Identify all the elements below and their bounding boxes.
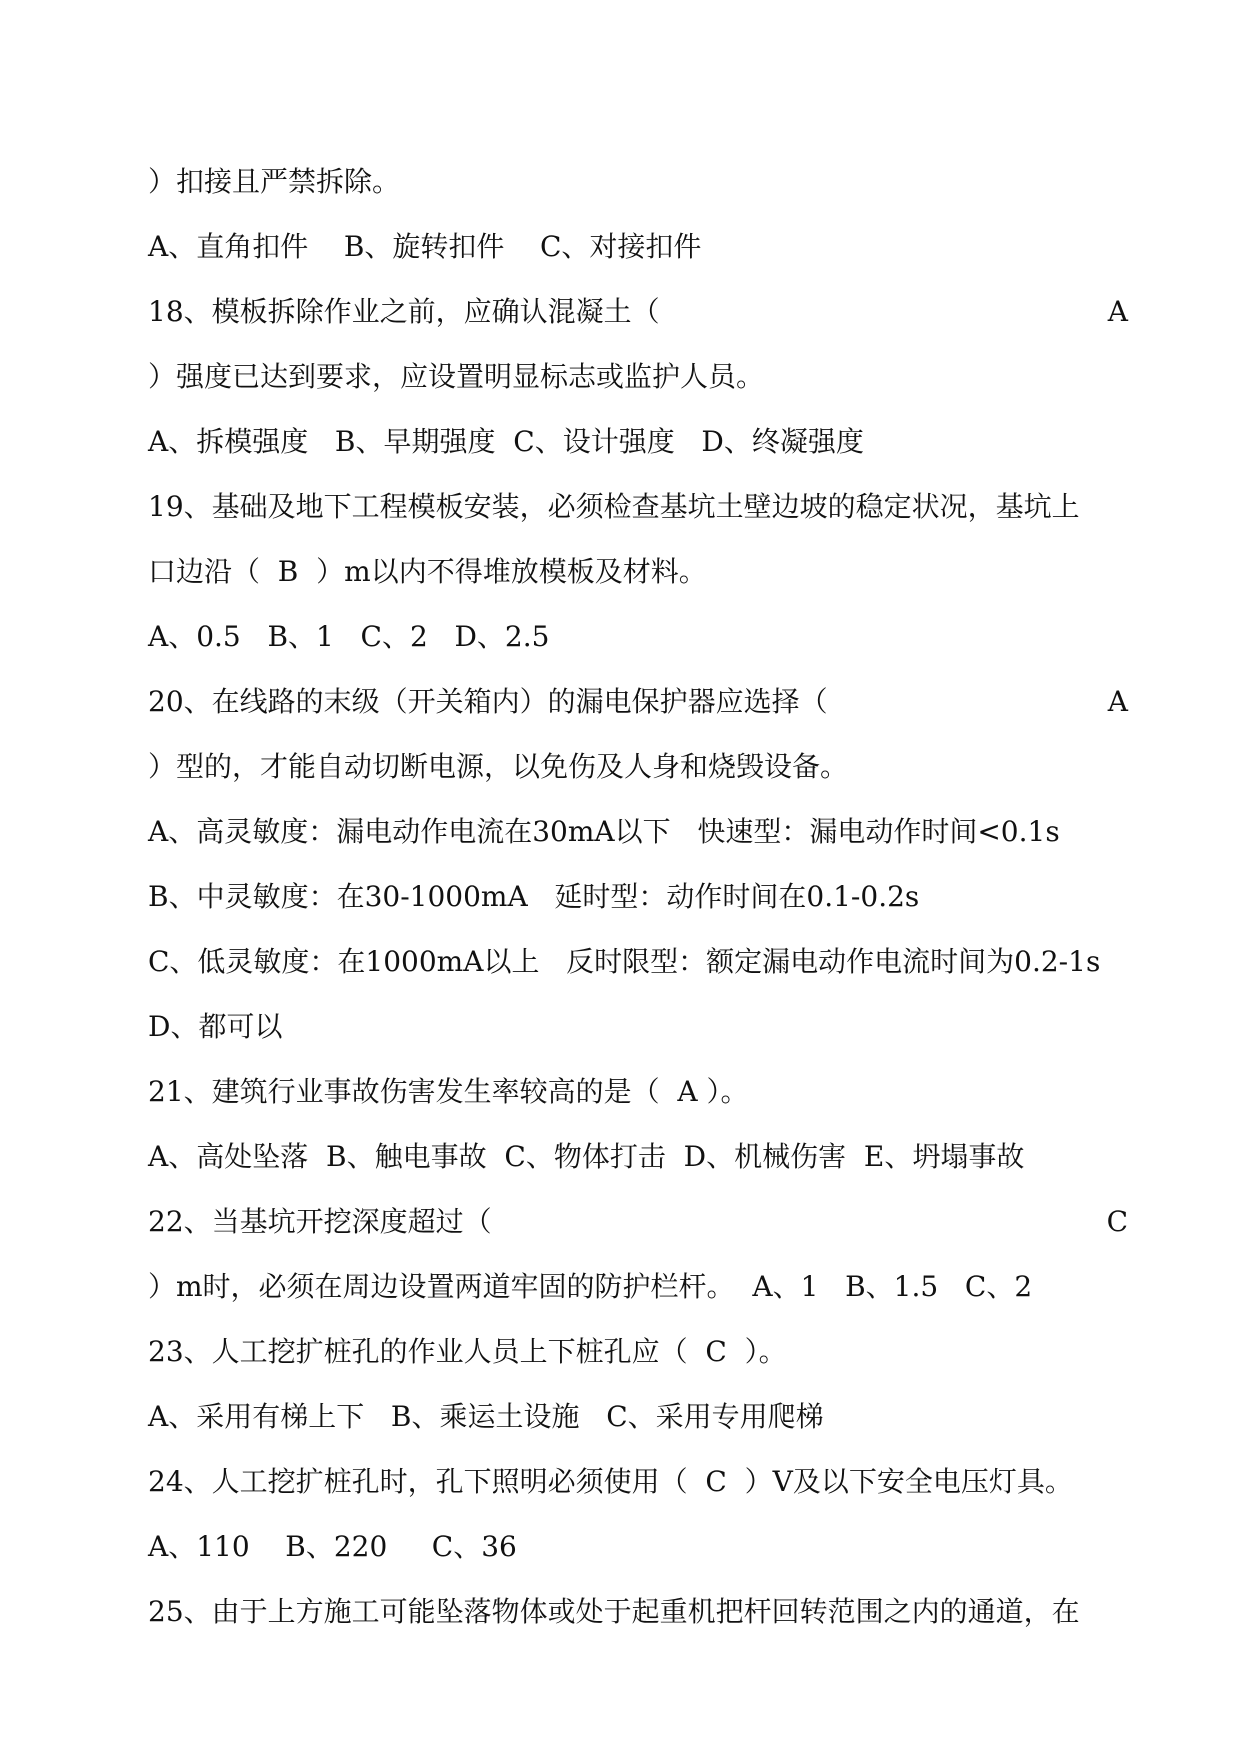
- question-25-line: 25、由于上方施工可能坠落物体或处于起重机把杆回转范围之内的通道，在: [148, 1595, 1080, 1628]
- answer-option-d: D、都可以: [148, 1010, 283, 1043]
- answer-option-b: B、中灵敏度：在30-1000mA 延时型：动作时间在0.1-0.2s: [148, 880, 920, 913]
- answer-options-line: A、直角扣件 B、旋转扣件 C、对接扣件: [148, 230, 702, 263]
- question-text: 22、当基坑开挖深度超过（: [148, 1205, 492, 1238]
- answer-options-line: A、采用有梯上下 B、乘运土设施 C、采用专用爬梯: [148, 1400, 824, 1433]
- answer-options-line: A、高处坠落 B、触电事故 C、物体打击 D、机械伤害 E、坍塌事故: [148, 1140, 1025, 1173]
- question-text: 18、模板拆除作业之前，应确认混凝土（: [148, 295, 660, 328]
- question-22-line: [148, 1200, 1128, 1244]
- question-20-line: [148, 680, 1128, 724]
- answer-option-a: A、高灵敏度：漏电动作电流在30mA以下 快速型：漏电动作时间<0.1s: [148, 815, 1060, 848]
- question-24-line: 24、人工挖扩桩孔时，孔下照明必须使用（ C ）V及以下安全电压灯具。: [148, 1465, 1073, 1498]
- text-line: 口边沿（ B ）m以内不得堆放模板及材料。: [148, 555, 707, 588]
- answer-options-line: A、拆模强度 B、早期强度 C、设计强度 D、终凝强度: [148, 425, 864, 458]
- text-line: ）型的，才能自动切断电源，以免伤及人身和烧毁设备。: [148, 750, 849, 783]
- answer-options-line: A、0.5 B、1 C、2 D、2.5: [148, 620, 550, 653]
- text-line: ）m时，必须在周边设置两道牢固的防护栏杆。 A、1 B、1.5 C、2: [148, 1270, 1033, 1303]
- question-21-line: 21、建筑行业事故伤害发生率较高的是（ A ）。: [148, 1075, 749, 1108]
- question-19-line: 19、基础及地下工程模板安装，必须检查基坑土壁边坡的稳定状况，基坑上: [148, 490, 1080, 523]
- answer-letter: A: [1107, 295, 1128, 328]
- question-23-line: 23、人工挖扩桩孔的作业人员上下桩孔应（ C ）。: [148, 1335, 787, 1368]
- answer-option-c: C、低灵敏度：在1000mA以上 反时限型：额定漏电动作电流时间为0.2-1s: [148, 945, 1101, 978]
- text-line: ）扣接且严禁拆除。: [148, 165, 401, 198]
- answer-options-line: A、110 B、220 C、36: [148, 1530, 517, 1563]
- answer-letter: C: [1106, 1205, 1128, 1238]
- answer-letter: A: [1107, 685, 1128, 718]
- question-text: 20、在线路的末级（开关箱内）的漏电保护器应选择（: [148, 685, 828, 718]
- question-18-line: [148, 290, 1128, 334]
- text-line: ）强度已达到要求，应设置明显标志或监护人员。: [148, 360, 765, 393]
